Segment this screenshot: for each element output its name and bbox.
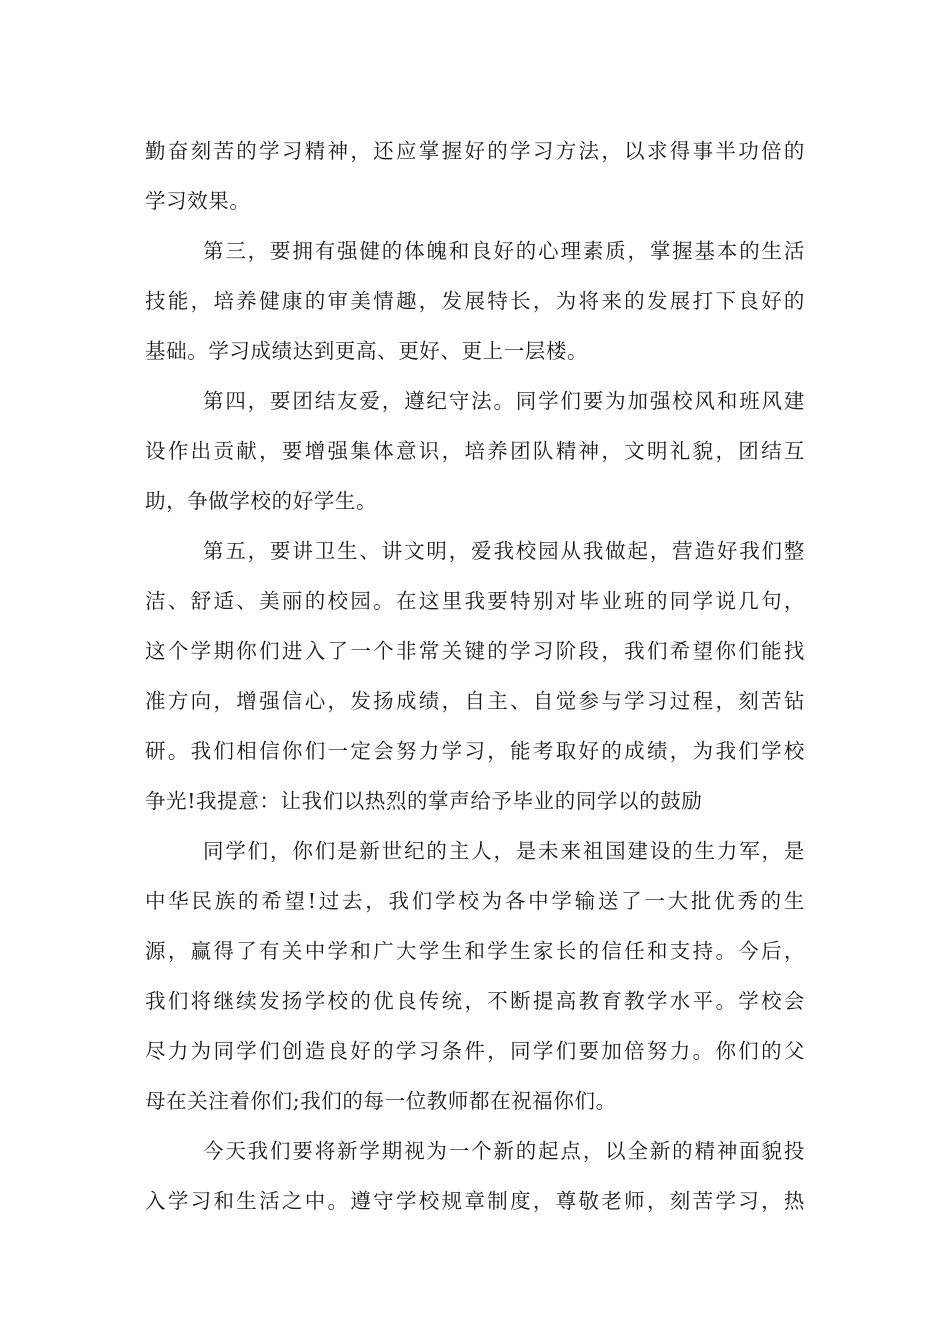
paragraph-first-line: 第三，要拥有强健的体魄和良好的心理素质，掌握基本的生活 bbox=[203, 239, 805, 263]
text-line: 学习效果。 bbox=[145, 189, 251, 213]
text-line: 勤奋刻苦的学习精神，还应掌握好的学习方法，以求得事半功倍的 bbox=[145, 139, 805, 163]
paragraph-first-line: 今天我们要将新学期视为一个新的起点，以全新的精神面貌投 bbox=[203, 1139, 805, 1163]
text-line: 准方向，增强信心，发扬成绩，自主、自觉参与学习过程，刻苦钻 bbox=[145, 689, 805, 713]
text-line: 助，争做学校的好学生。 bbox=[145, 489, 378, 513]
text-line: 尽力为同学们创造良好的学习条件，同学们要加倍努力。你们的父 bbox=[145, 1039, 805, 1063]
text-line: 入学习和生活之中。遵守学校规章制度，尊敬老师，刻苦学习，热 bbox=[145, 1189, 805, 1213]
text-line: 洁、舒适、美丽的校园。在这里我要特别对毕业班的同学说几句， bbox=[145, 589, 805, 613]
text-line: 研。我们相信你们一定会努力学习，能考取好的成绩，为我们学校 bbox=[145, 739, 805, 763]
paragraph-first-line: 同学们，你们是新世纪的主人，是未来祖国建设的生力军，是 bbox=[203, 839, 805, 863]
text-line: 这个学期你们进入了一个非常关键的学习阶段，我们希望你们能找 bbox=[145, 639, 805, 663]
text-line: 技能，培养健康的审美情趣，发展特长，为将来的发展打下良好的 bbox=[145, 289, 805, 313]
text-line: 争光!我提意：让我们以热烈的掌声给予毕业的同学以的鼓励 bbox=[145, 789, 703, 813]
text-line: 母在关注着你们;我们的每一位教师都在祝福你们。 bbox=[145, 1089, 617, 1113]
text-line: 设作出贡献，要增强集体意识，培养团队精神，文明礼貌，团结互 bbox=[145, 439, 805, 463]
text-line: 中华民族的希望!过去，我们学校为各中学输送了一大批优秀的生 bbox=[145, 889, 805, 913]
text-line: 源，赢得了有关中学和广大学生和学生家长的信任和支持。今后， bbox=[145, 939, 805, 963]
text-line: 我们将继续发扬学校的优良传统，不断提高教育教学水平。学校会 bbox=[145, 989, 805, 1013]
paragraph-first-line: 第五，要讲卫生、讲文明，爱我校园从我做起，营造好我们整 bbox=[203, 539, 805, 563]
paragraph-first-line: 第四，要团结友爱，遵纪守法。同学们要为加强校风和班风建 bbox=[203, 389, 805, 413]
text-line: 基础。学习成绩达到更高、更好、更上一层楼。 bbox=[145, 339, 589, 363]
